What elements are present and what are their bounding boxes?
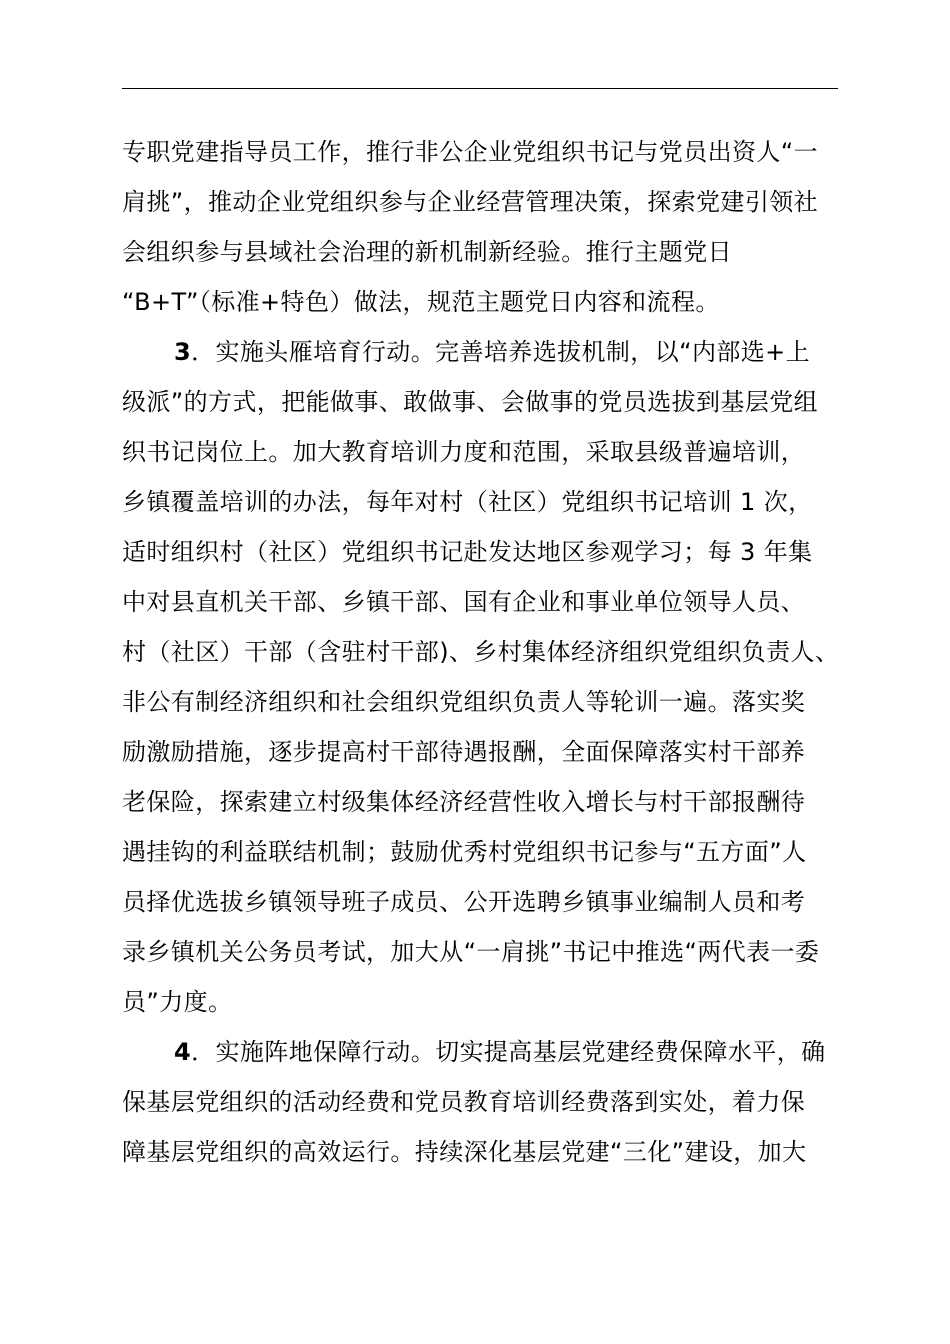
text-line: 肩挑”，推动企业党组织参与企业经营管理决策，探索党建引领社 — [122, 188, 819, 216]
text-line: 乡镇覆盖培训的办法，每年对村（社区）党组织书记培训 1 次， — [122, 488, 813, 516]
text-line: 级派”的方式，把能做事、敢做事、会做事的党员选拔到基层党组 — [122, 388, 819, 416]
text-line: 专职党建指导员工作，推行非公企业党组织书记与党员出资人“一 — [122, 138, 819, 166]
text-line: 保基层党组织的活动经费和党员教育培训经费落到实处，着力保 — [122, 1088, 806, 1116]
header-rule — [122, 88, 838, 89]
item-number: 4 — [174, 1038, 192, 1066]
text-line: 遇挂钩的利益联结机制；鼓励优秀村党组织书记参与“五方面”人 — [122, 838, 807, 866]
text-span: ．实施阵地保障行动。切实提高基层党建经费保障水平，确 — [191, 1038, 826, 1066]
text-line: 非公有制经济组织和社会组织党组织负责人等轮训一遍。落实奖 — [122, 688, 806, 716]
text-line: 会组织参与县域社会治理的新机制新经验。推行主题党日 — [122, 238, 732, 266]
text-line: 适时组织村（社区）党组织书记赴发达地区参观学习；每 3 年集 — [122, 538, 813, 566]
text-span: ．实施头雁培育行动。完善培养选拔机制，以“内部选+上 — [191, 338, 811, 366]
text-line: 励激励措施，逐步提高村干部待遇报酬，全面保障落实村干部养 — [122, 738, 806, 766]
text-line: 障基层党组织的高效运行。持续深化基层党建“三化”建设，加大 — [122, 1138, 807, 1166]
paragraph-first-line — [122, 1027, 842, 1077]
document-body — [122, 127, 842, 1177]
text-line: 员”力度。 — [122, 988, 233, 1016]
paragraph-first-line — [122, 327, 842, 377]
text-line: 录乡镇机关公务员考试，加大从“一肩挑”书记中推选“两代表一委 — [122, 938, 820, 966]
text-line: “B+T”（标准+特色）做法，规范主题党日内容和流程。 — [122, 288, 720, 316]
item-number: 3 — [174, 338, 192, 366]
text-line: 中对县直机关干部、乡镇干部、国有企业和事业单位领导人员、 — [122, 588, 806, 616]
text-line: 村（社区）干部（含驻村干部)、乡村集体经济组织党组织负责人、 — [122, 638, 840, 666]
text-line: 员择优选拔乡镇领导班子成员、公开选聘乡镇事业编制人员和考 — [122, 888, 806, 916]
paragraph-continuation — [122, 127, 842, 327]
text-line: 织书记岗位上。加大教育培训力度和范围，采取县级普遍培训， — [122, 438, 806, 466]
text-line: 老保险，探索建立村级集体经济经营性收入增长与村干部报酬待 — [122, 788, 806, 816]
paragraph-item-3 — [122, 327, 842, 1027]
paragraph-item-4 — [122, 1027, 842, 1177]
